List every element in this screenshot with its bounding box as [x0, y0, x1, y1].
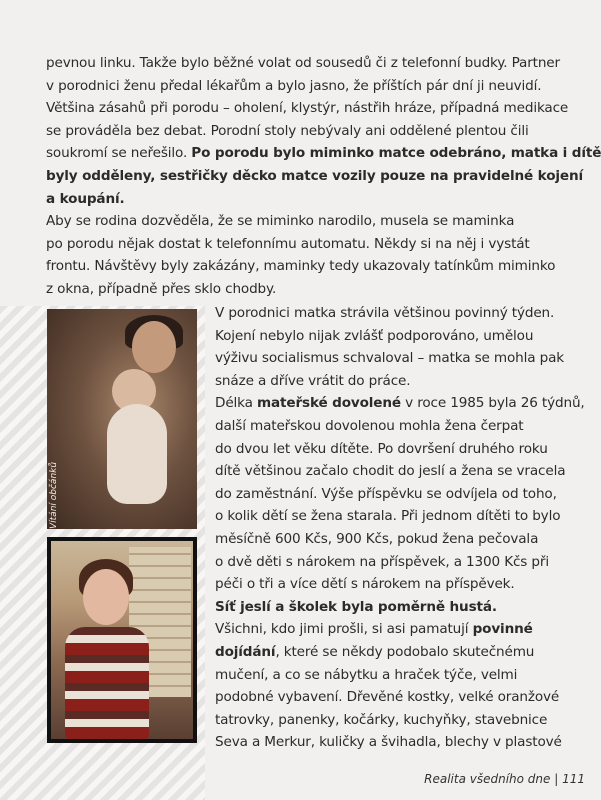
photo-mother-with-baby — [47, 309, 197, 529]
text-line — [46, 188, 601, 211]
bold-text: byly odděleny, sestřičky děcko matce vozily pouze na pravidelné kojení — [46, 167, 583, 184]
text-run: v roce 1985 byla 26 týdnů, — [400, 395, 585, 412]
text-run: o kolik dětí se žena starala. Při jednom dítěti to bylo — [215, 508, 561, 525]
bold-text: mateřské dovolené — [257, 395, 401, 412]
text-line — [215, 505, 585, 528]
text-line — [46, 75, 601, 98]
text-line — [215, 596, 585, 619]
text-line — [215, 528, 585, 551]
text-run: soukromí se neřešilo. — [46, 145, 192, 162]
text-run: , které se někdy podobalo skutečnému — [275, 643, 535, 660]
text-run: tatrovky, panenky, kočárky, kuchyňky, stavebnice — [215, 711, 548, 728]
text-line — [46, 210, 601, 233]
text-run: podobné vybavení. Dřevěné kostky, velké oranžové — [215, 689, 560, 706]
page-footer: Realita všedního dne | 111 — [424, 772, 585, 786]
text-run: mučení, a co se nábytku a hraček týče, velmi — [215, 666, 518, 683]
bold-text: dojídání — [215, 643, 276, 660]
text-line — [215, 709, 585, 732]
photo-caption: Vítání občánků — [49, 461, 59, 529]
text-run: výživu socialismus schvaloval – matka se mohla pak — [215, 350, 564, 367]
photo-child-scene — [51, 541, 193, 739]
text-line — [215, 460, 585, 483]
bold-text: Síť jeslí a školek byla poměrně hustá. — [215, 598, 497, 615]
text-run: Většina zásahů při porodu – oholení, klystýr, nástřih hráze, případná medikace — [46, 100, 569, 117]
photo-child-in-sweater — [47, 537, 197, 743]
text-line — [46, 255, 601, 278]
bold-text: a koupání. — [46, 190, 125, 207]
text-run: po porodu nějak dostat k telefonnímu automatu. Někdy si na něj i vystát — [46, 235, 530, 252]
text-run: snáze a dříve vrátit do práce. — [215, 372, 411, 389]
text-line — [215, 415, 585, 438]
text-line — [46, 142, 601, 165]
text-line — [215, 686, 585, 709]
text-run: o dvě děti s nárokem na příspěvek, a 1300 Kčs při — [215, 553, 549, 570]
bold-text: Po porodu bylo miminko matce odebráno, matka i dítě — [191, 145, 601, 162]
text-line — [215, 302, 585, 325]
text-line — [215, 731, 585, 754]
text-line — [215, 438, 585, 461]
text-run: měsíčně 600 Kčs, 900 Kčs, pokud žena pečovala — [215, 530, 539, 547]
text-line — [215, 618, 585, 641]
photo-baby-body — [107, 404, 167, 504]
top-paragraphs — [46, 52, 601, 301]
text-run: Všichni, kdo jimi prošli, si asi pamatují — [215, 621, 473, 638]
text-line — [46, 97, 601, 120]
text-run: péči o tři a více dětí s nárokem na příspěvek. — [215, 576, 515, 593]
text-line — [46, 233, 601, 256]
text-run: pevnou linku. Takže bylo běžné volat od sousedů či z telefonní budky. Partner — [46, 55, 560, 71]
text-line — [215, 551, 585, 574]
text-run: V porodnici matka strávila většinou povinný týden. — [215, 305, 555, 321]
text-line — [215, 347, 585, 370]
text-line — [215, 325, 585, 348]
text-run: dítě většinou začalo chodit do jeslí a žena se vracela — [215, 463, 566, 480]
bold-text: povinné — [472, 621, 533, 638]
photo-child-face — [83, 569, 129, 625]
right-paragraphs — [215, 302, 585, 754]
text-line — [46, 52, 601, 75]
text-line — [46, 278, 601, 301]
text-line — [215, 483, 585, 506]
text-line — [46, 165, 601, 188]
text-line — [215, 573, 585, 596]
text-line — [215, 664, 585, 687]
text-run: Aby se rodina dozvěděla, že se miminko narodilo, musela se maminka — [46, 213, 515, 230]
text-line — [215, 370, 585, 393]
text-line — [46, 120, 601, 143]
text-run: Délka — [215, 395, 257, 412]
text-run: do zaměstnání. Výše příspěvku se odvíjela od toho, — [215, 485, 557, 502]
text-run: další mateřskou dovolenou mohla žena čerpat — [215, 417, 524, 434]
text-run: z okna, případně přes sklo chodby. — [46, 280, 277, 297]
photo-child-sweater — [65, 627, 149, 739]
text-run: frontu. Návštěvy byly zakázány, maminky tedy ukazovaly tatínkům miminko — [46, 258, 556, 275]
text-run: do dvou let věku dítěte. Po dovršení druhého roku — [215, 440, 548, 457]
photo-mother-face — [132, 321, 176, 373]
text-run: se prováděla bez debat. Porodní stoly nebývaly ani oddělené plentou čili — [46, 122, 529, 139]
text-line — [215, 392, 585, 415]
text-run: Seva a Merkur, kuličky a švihadla, blechy v plastové — [215, 734, 562, 751]
text-line — [215, 641, 585, 664]
text-run: Kojení nebylo nijak zvlášť podporováno, umělou — [215, 327, 534, 344]
text-run: v porodnici ženu předal lékařům a bylo jasno, že příštích pár dní ji neuvidí. — [46, 77, 542, 94]
